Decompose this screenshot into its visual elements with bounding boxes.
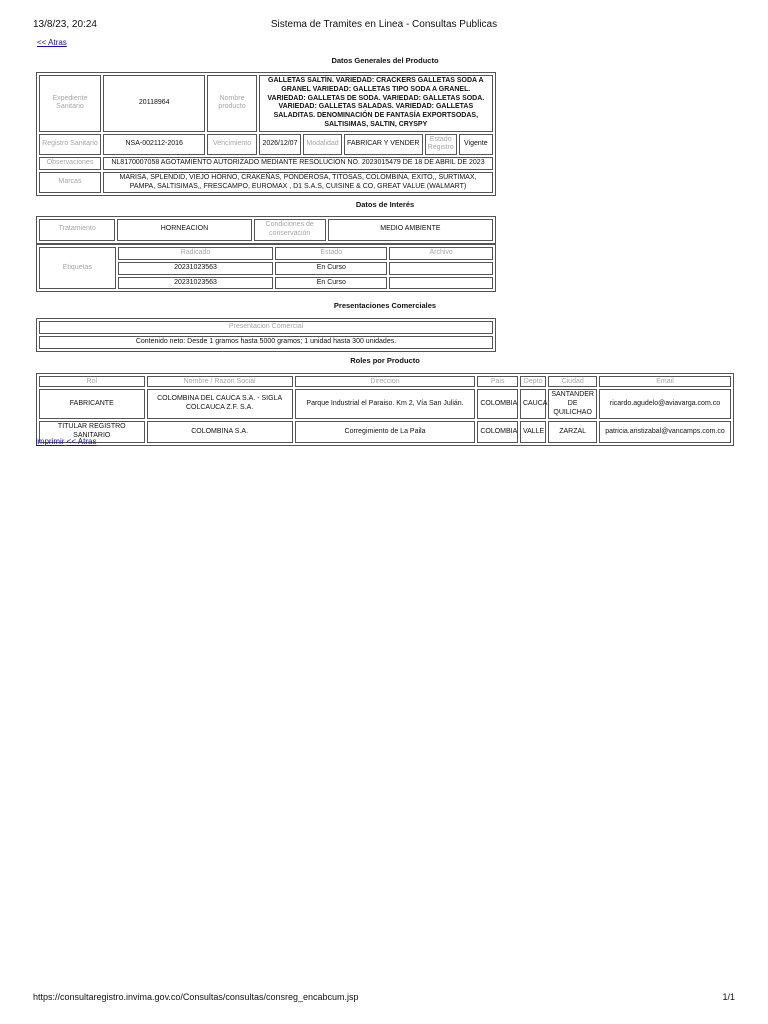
roles-header-ciudad: Ciudad	[548, 376, 597, 387]
etiquetas-label: Etiquetas	[39, 247, 116, 289]
role-email: ricardo.agudelo@aviavarga.com.co	[599, 389, 731, 419]
general-data-table	[36, 72, 496, 196]
print-url: https://consultaregistro.invima.gov.co/Consultas/consultas/consreg_encabcum.jsp	[33, 992, 359, 1002]
role-depto: VALLE	[520, 421, 546, 443]
table-row	[39, 389, 731, 419]
print-link[interactable]: imprimir	[36, 437, 65, 446]
etiquetas-header-radicado: Radicado	[118, 247, 274, 260]
print-page-number: 1/1	[722, 992, 735, 1002]
role-ciudad: ZARZAL	[548, 421, 597, 443]
role-rol: TITULAR REGISTRO SANITARIO	[39, 421, 145, 443]
roles-header-depto: Depto	[520, 376, 546, 387]
roles-section-title: Roles por Producto	[350, 356, 420, 365]
etiqueta-radicado: 20231023563	[118, 277, 274, 290]
condiciones-label: Condiciones de conservación	[254, 219, 326, 241]
table-row	[39, 421, 731, 443]
print-footer	[33, 992, 735, 1006]
etiqueta-estado: En Curso	[275, 262, 387, 275]
vencimiento-label: Vencimiento	[207, 134, 256, 156]
back-link-top[interactable]: << Atras	[37, 38, 67, 47]
observaciones-label: Observaciones	[39, 157, 101, 170]
expediente-value: 20118964	[103, 75, 206, 132]
vencimiento-value: 2026/12/07	[259, 134, 302, 156]
interes-section-title: Datos de Interés	[355, 200, 415, 209]
estado-registro-label: Estado Registro	[425, 134, 457, 156]
observaciones-value: NL8170007058 AGOTAMIENTO AUTORIZADO MEDIANTE RESOLUCION NO. 2023015479 DE 18 DE ABRIL DE 2023	[103, 157, 493, 170]
print-header	[33, 19, 735, 33]
bottom-links	[36, 437, 96, 446]
print-page-title: Sistema de Tramites en Linea - Consultas Publicas	[270, 19, 498, 30]
roles-header-nombre: Nombre / Razon Social	[147, 376, 293, 387]
tratamiento-value: HORNEACION	[117, 219, 251, 241]
role-nombre: COLOMBINA DEL CAUCA S.A. - SIGLA COLCAUCA Z.F. S.A.	[147, 389, 293, 419]
nombre-producto-value: GALLETAS SALTÍN. VARIEDAD: CRACKERS GALLETAS SODA A GRANEL VARIEDAD: GALLETAS TIPO SODA A GRANEL. VARIEDAD: GALLETAS DE SODA. VARIEDAD: GALLETAS SODA. VARIEDAD: GALLETAS SALADAS. VARIEDAD: GALLETAS SALADITAS. DENOMINACIÓN DE FANTASÍA EXPORTSODAS, SALTISIMAS, SALTIN, CRYSPY	[259, 75, 493, 132]
presentacion-value: Contenido neto: Desde 1 gramos hasta 5000 gramos; 1 unidad hasta 300 unidades.	[39, 336, 493, 349]
roles-header-rol: Rol	[39, 376, 145, 387]
marcas-value: MARISA, SPLENDID, VIEJO HORNO, CRAKEÑAS, PONDEROSA, TITOSAS, COLOMBINA, EXITO,, SURTIMAX, PAMPA, SALTISIMAS,, FRESCAMPO, EUROMAX , D1 S.A.S, CUISINE & CO, GREAT VALUE (WALMART)	[103, 172, 493, 194]
modalidad-value: FABRICAR Y VENDER	[344, 134, 423, 156]
presentaciones-section-title: Presentaciones Comerciales	[333, 301, 437, 310]
condiciones-value: MEDIO AMBIENTE	[328, 219, 493, 241]
roles-table	[36, 373, 734, 446]
presentacion-header: Presentacion Comercial	[39, 321, 493, 334]
back-link-bottom[interactable]: << Atras	[66, 437, 97, 446]
estado-registro-value: Vigente	[459, 134, 493, 156]
role-nombre: COLOMBINA S.A.	[147, 421, 293, 443]
registro-sanitario-value: NSA-002112-2016	[103, 134, 206, 156]
role-rol: FABRICANTE	[39, 389, 145, 419]
registro-sanitario-label: Registro Sanitario	[39, 134, 101, 156]
modalidad-label: Modalidad	[303, 134, 341, 156]
tratamiento-table	[36, 216, 496, 244]
role-depto: CAUCA	[520, 389, 546, 419]
etiquetas-header-estado: Estado	[275, 247, 387, 260]
etiqueta-estado: En Curso	[275, 277, 387, 290]
role-email: patricia.aristizabal@vancamps.com.co	[599, 421, 731, 443]
role-direccion: Parque Industrial el Paraiso. Km 2, Vía San Julián.	[295, 389, 476, 419]
etiquetas-header-archivo: Archivo	[389, 247, 493, 260]
etiqueta-archivo	[389, 262, 493, 275]
print-datetime: 13/8/23, 20:24	[33, 19, 97, 30]
etiqueta-archivo	[389, 277, 493, 290]
roles-header-direccion: Direccion	[295, 376, 476, 387]
etiquetas-table	[36, 244, 496, 292]
role-ciudad: SANTANDER DE QUILICHAO	[548, 389, 597, 419]
role-direccion: Corregimiento de La Paila	[295, 421, 476, 443]
role-pais: COLOMBIA	[477, 389, 518, 419]
role-pais: COLOMBIA	[477, 421, 518, 443]
marcas-label: Marcas	[39, 172, 101, 194]
presentaciones-table	[36, 318, 496, 352]
roles-header-pais: Pais	[477, 376, 518, 387]
tratamiento-label: Tratamiento	[39, 219, 115, 241]
general-section-title: Datos Generales del Producto	[331, 56, 439, 65]
nombre-producto-label: Nombre producto	[207, 75, 256, 132]
expediente-label: Expediente Sanitario	[39, 75, 101, 132]
etiqueta-radicado: 20231023563	[118, 262, 274, 275]
roles-header-email: Email	[599, 376, 731, 387]
